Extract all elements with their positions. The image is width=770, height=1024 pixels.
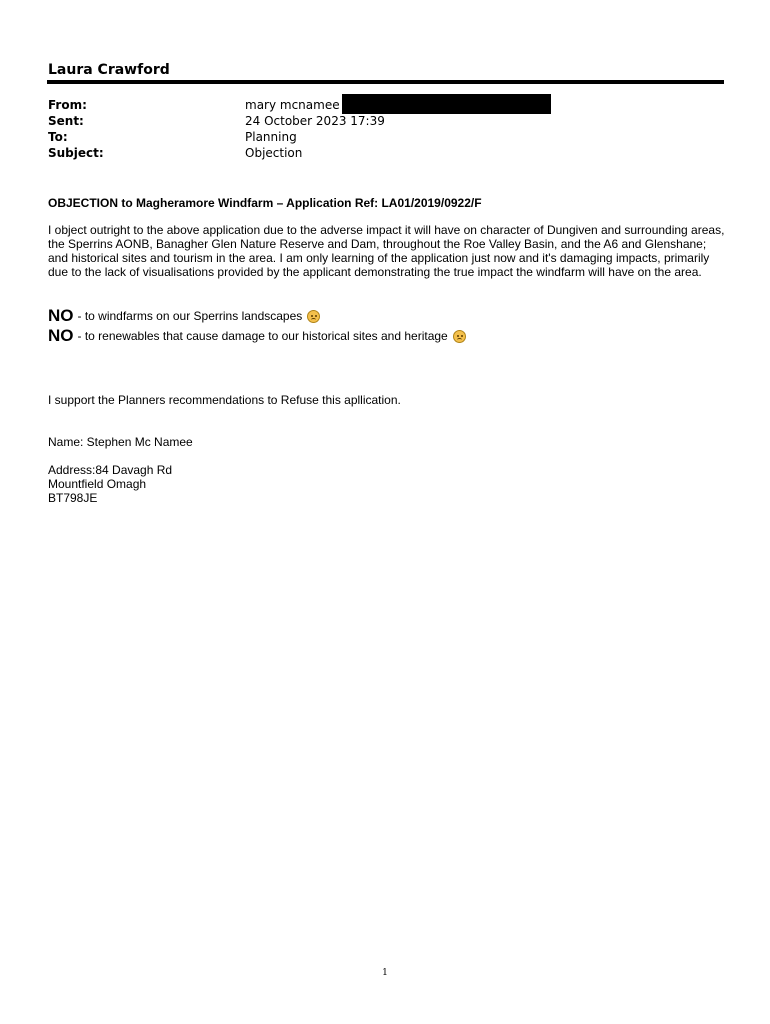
address-line: Mountfield Omagh [48,477,147,491]
to-label: To: [48,130,68,144]
subject-row [48,145,551,161]
address-line: Address:84 Davagh Rd [48,463,173,477]
signatory-address [48,463,728,505]
no-statement-text: - to windfarms on our Sperrins landscapes [77,309,303,323]
to-value: Planning [245,130,297,144]
to-row [48,129,551,145]
subject-label: Subject: [48,146,104,160]
subject-value: Objection [245,146,303,160]
from-value [245,97,551,113]
sad-face-icon [307,310,320,323]
header-divider [47,80,724,84]
no-statement [48,326,466,346]
no-statement-text: - to renewables that cause damage to our historical sites and heritage [77,329,448,343]
mailbox-owner-name: Laura Crawford [48,62,170,78]
email-metadata [48,97,551,161]
redaction-bar [342,94,551,114]
no-word: NO [48,326,74,345]
from-row [48,97,551,113]
objection-heading: OBJECTION to Magheramore Windfarm – Application Ref: LA01/2019/0922/F [48,196,482,210]
sad-face-icon [453,330,466,343]
address-line: BT798JE [48,491,98,505]
no-word: NO [48,306,74,325]
page-number: 1 [382,968,388,978]
sent-label: Sent: [48,114,84,128]
no-statement [48,306,466,326]
sent-value: 24 October 2023 17:39 [245,114,385,128]
sent-row [48,113,551,129]
signatory-name: Name: Stephen Mc Namee [48,435,193,449]
support-statement: I support the Planners recommendations to Refuse this apllication. [48,393,401,407]
objection-paragraph: I object outright to the above application due to the adverse impact it will have on character of Dungiven and surrounding areas, the Sperrins AONB, Banagher Glen Nature Reserve and Dam, throughout the Roe Valley Basin, and the A6 and Glenshane; and historical sites and tourism in the area. I am only learning of the application just now and it's damaging impacts, primarily due to the lack of visualisations provided by the applicant demonstrating the true impact the windfarm will have on the area. [48,223,725,279]
from-label: From: [48,98,87,112]
from-sender: mary mcnamee [245,98,340,112]
no-statements [48,306,466,346]
